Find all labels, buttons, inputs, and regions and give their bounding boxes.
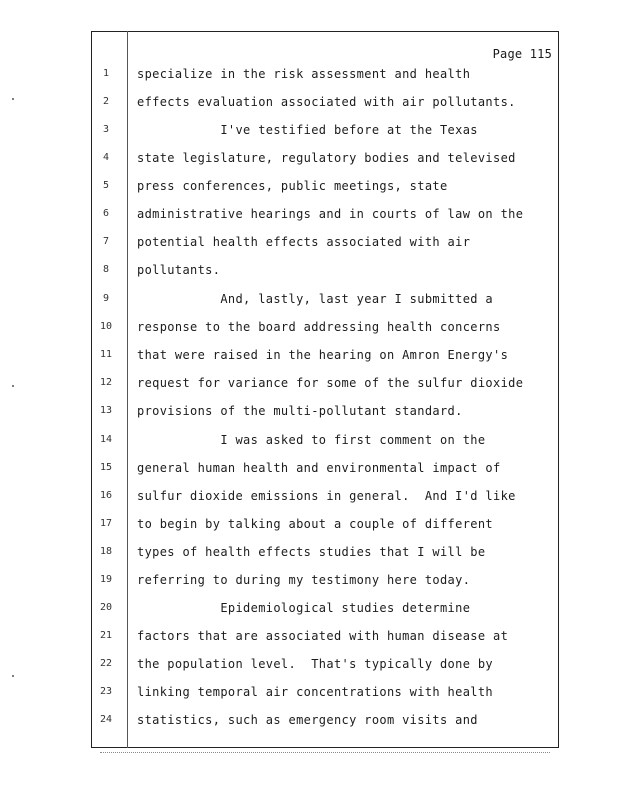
transcript-line: referring to during my testimony here today. (137, 573, 471, 587)
transcript-line: potential health effects associated with air (137, 235, 471, 249)
transcript-line: administrative hearings and in courts of law on the (137, 207, 524, 221)
line-number: 18 (99, 546, 113, 557)
line-number: 8 (102, 264, 110, 275)
transcript-line: provisions of the multi-pollutant standard. (137, 404, 463, 418)
transcript-line: linking temporal air concentrations with health (137, 685, 494, 699)
transcript-line: the population level. That's typically done by (137, 657, 494, 671)
line-number: 16 (99, 490, 113, 501)
line-number: 11 (99, 349, 113, 360)
line-number: 15 (99, 462, 113, 473)
transcript-line: And, lastly, last year I submitted a (137, 292, 494, 306)
scan-speck (12, 675, 14, 677)
transcript-line: state legislature, regulatory bodies and televised (137, 151, 516, 165)
transcript-line: pollutants. (137, 263, 221, 277)
line-number: 17 (99, 518, 113, 529)
scan-noise-line (100, 752, 550, 753)
line-number: 1 (102, 68, 110, 79)
line-number: 3 (102, 124, 110, 135)
line-number: 9 (102, 293, 110, 304)
line-number: 23 (99, 686, 113, 697)
transcript-line: to begin by talking about a couple of different (137, 517, 494, 531)
page-number: Page 115 (492, 47, 552, 61)
transcript-line: that were raised in the hearing on Amron Energy's (137, 348, 509, 362)
line-number: 21 (99, 630, 113, 641)
line-number: 6 (102, 208, 110, 219)
line-number: 13 (99, 405, 113, 416)
transcript-line: request for variance for some of the sulfur dioxide (137, 376, 524, 390)
line-number: 12 (99, 377, 113, 388)
transcript-line: sulfur dioxide emissions in general. And I'd like (137, 489, 516, 503)
line-number: 4 (102, 152, 110, 163)
transcript-line: I was asked to first comment on the (137, 433, 486, 447)
transcript-line: factors that are associated with human disease at (137, 629, 509, 643)
transcript-line: general human health and environmental impact of (137, 461, 501, 475)
line-number: 19 (99, 574, 113, 585)
line-number: 7 (102, 236, 110, 247)
transcript-line: press conferences, public meetings, state (137, 179, 448, 193)
line-number-margin-rule (127, 31, 128, 748)
line-number: 10 (99, 321, 113, 332)
scan-speck (12, 385, 14, 387)
line-number: 2 (102, 96, 110, 107)
line-number: 22 (99, 658, 113, 669)
transcript-line: effects evaluation associated with air pollutants. (137, 95, 516, 109)
transcript-line: response to the board addressing health concerns (137, 320, 501, 334)
transcript-line: statistics, such as emergency room visits and (137, 713, 478, 727)
transcript-line: types of health effects studies that I will be (137, 545, 486, 559)
transcript-line: I've testified before at the Texas (137, 123, 478, 137)
line-number: 14 (99, 434, 113, 445)
transcript-line: specialize in the risk assessment and health (137, 67, 471, 81)
line-number: 24 (99, 714, 113, 725)
line-number: 20 (99, 602, 113, 613)
line-number: 5 (102, 180, 110, 191)
scan-speck (12, 98, 14, 100)
transcript-line: Epidemiological studies determine (137, 601, 471, 615)
